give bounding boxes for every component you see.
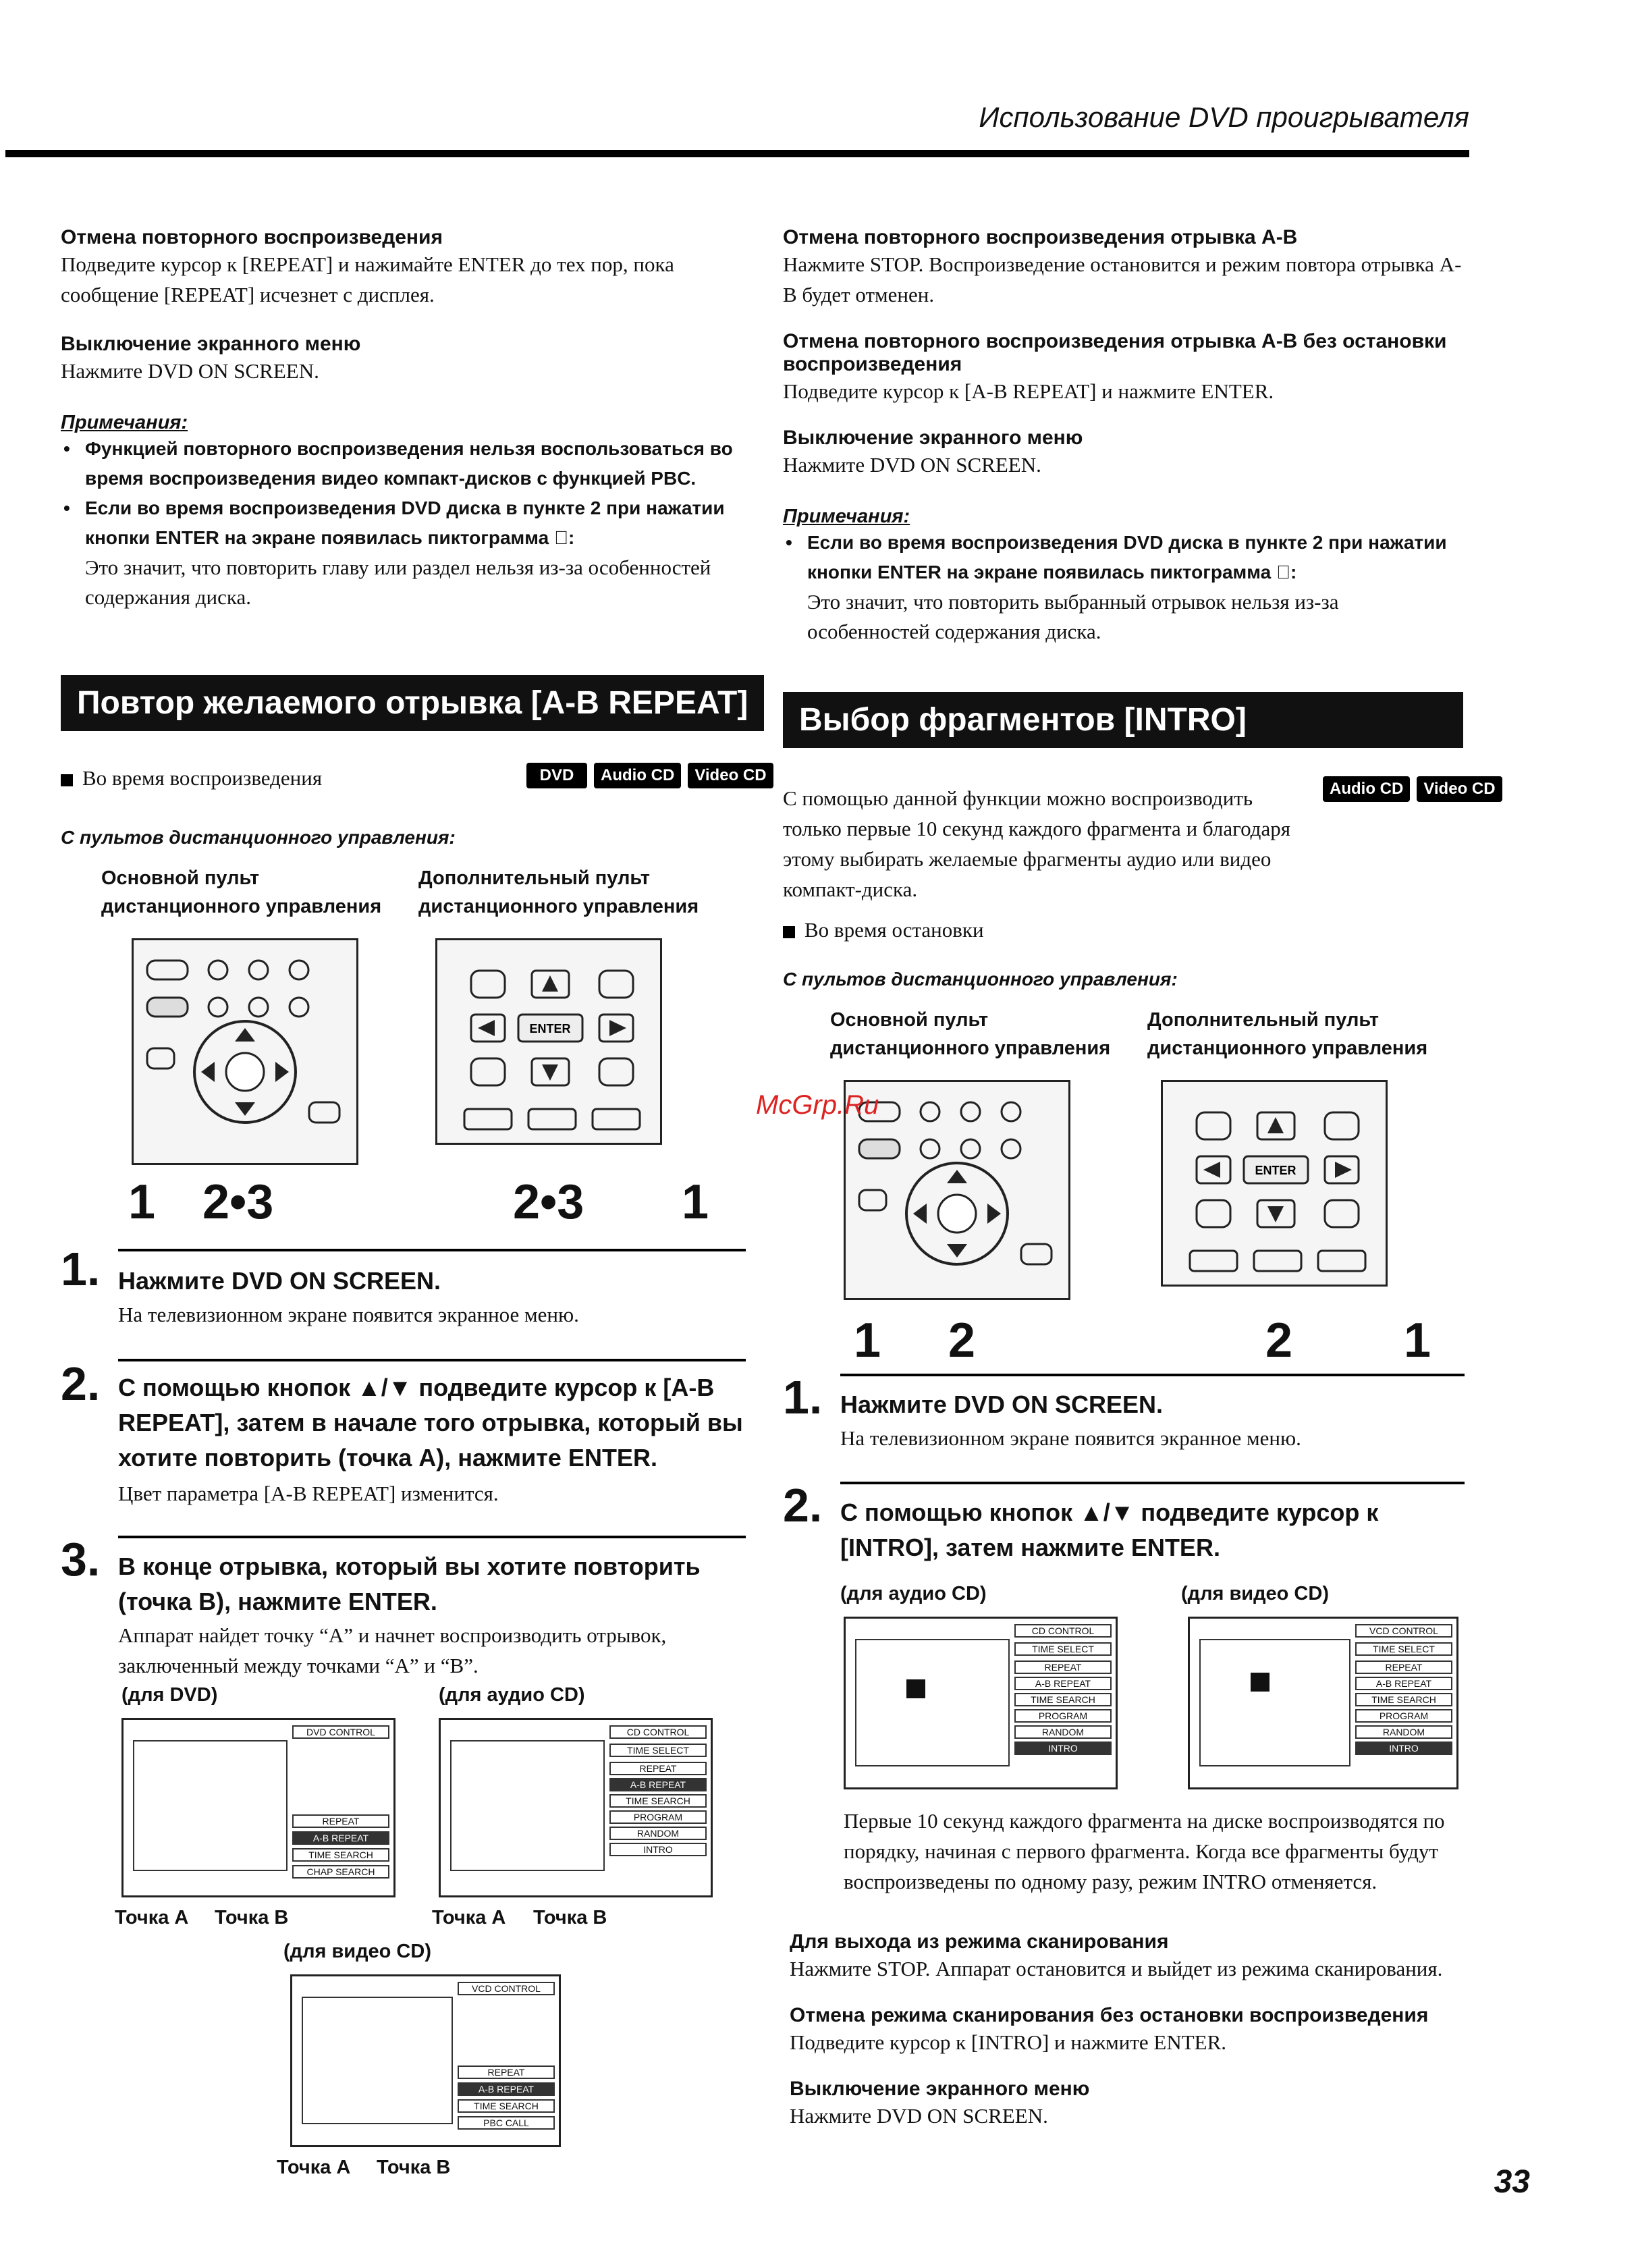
- watermark: McGrp.Ru: [756, 1090, 879, 1120]
- step-ref-digit: 2: [1265, 1314, 1293, 1368]
- menu-item: REPEAT: [1014, 1660, 1112, 1674]
- right-column: [783, 226, 1465, 647]
- menu-item: TIME SELECT: [609, 1744, 707, 1757]
- section-title: Выключение экранного меню: [790, 2078, 1090, 2100]
- point-a-label: Точка A: [277, 2157, 351, 2178]
- page-header-title: Использование DVD проигрывателя: [979, 101, 1469, 133]
- menu-item: TIME SEARCH: [292, 1848, 389, 1862]
- step-heading: Нажмите DVD ON SCREEN.: [118, 1267, 441, 1295]
- menu-item: INTRO: [609, 1843, 707, 1856]
- menu-item: A-B REPEAT: [1014, 1677, 1112, 1690]
- right-bottom-sections: [790, 1931, 1465, 2131]
- audio-cd-screen-label: (для аудио CD): [439, 1684, 585, 1706]
- step-ref-digit: 2•3: [513, 1175, 584, 1229]
- step-rule: [840, 1374, 1465, 1376]
- section-title: Выключение экранного меню: [783, 427, 1083, 449]
- menu-title: VCD CONTROL: [458, 1982, 555, 1995]
- menu-item: REPEAT: [292, 1814, 389, 1828]
- svg-text:ENTER: ENTER: [529, 1022, 571, 1035]
- step-ref-digit: 2: [948, 1314, 976, 1368]
- menu-item-selected: A-B REPEAT: [609, 1778, 707, 1791]
- extra-remote-image: [1161, 1080, 1388, 1287]
- section-title: Для выхода из режима сканирования: [790, 1931, 1169, 1953]
- audio-cd-screen: [439, 1718, 713, 1897]
- step-number: 1.: [783, 1371, 823, 1424]
- menu-item-selected: INTRO: [1014, 1742, 1112, 1755]
- svg-text:ENTER: ENTER: [1255, 1164, 1296, 1177]
- step-rule: [118, 1536, 746, 1538]
- section-body: Нажмите DVD ON SCREEN.: [783, 453, 1041, 477]
- remote-main-label: Основной пульт дистанционного управления: [101, 867, 382, 917]
- step-number: 3.: [61, 1533, 101, 1586]
- step-rule: [840, 1482, 1465, 1484]
- step-heading: В конце отрывка, который вы хотите повторить (точка B), нажмите ENTER.: [118, 1552, 701, 1615]
- note-item: • Если во время воспроизведения DVD диска в пункте 2 при нажатии кнопки ENTER на экране появилась пиктограмма ⃠: Это значит, что повторить главу или раздел нельзя из-за особенностей содержания диска.: [61, 493, 749, 612]
- section-body: Подведите курсор к [A-B REPEAT] и нажмите ENTER.: [783, 379, 1274, 403]
- video-cd-screen: [290, 1974, 561, 2147]
- section-title: Выключение экранного меню: [61, 333, 361, 355]
- remote-extra-label: Дополнительный пульт дистанционного управления: [418, 867, 699, 917]
- point-a-label: Точка A: [432, 1907, 506, 1928]
- step-ref-digit: 1: [128, 1175, 156, 1229]
- menu-title: DVD CONTROL: [292, 1725, 389, 1739]
- step-ref-digit: 1: [854, 1314, 881, 1368]
- step-body: На телевизионном экране появится экранное меню.: [118, 1303, 579, 1326]
- video-cd-screen-label: (для видео CD): [283, 1941, 431, 1962]
- point-a-label: Точка A: [115, 1907, 189, 1928]
- intro-after-text: Первые 10 секунд каждого фрагмента на диске воспроизводятся по порядку, начиная с первого фрагмента. Когда все фрагменты будут воспроизведены по одному разу, режим INTRO отменяется.: [844, 1809, 1445, 1893]
- header-rule: [5, 150, 1469, 157]
- audio-cd-badge: Audio CD: [1323, 776, 1410, 802]
- menu-item: TIME SEARCH: [1355, 1693, 1452, 1706]
- disc-badges: [1323, 776, 1502, 802]
- step-rule: [118, 1359, 746, 1361]
- menu-item-selected: A-B REPEAT: [458, 2082, 555, 2096]
- menu-item: PROGRAM: [1014, 1709, 1112, 1723]
- section-title: Отмена режима сканирования без остановки воспроизведения: [790, 2004, 1429, 2026]
- step-number: 2.: [61, 1357, 101, 1410]
- section-body: Подведите курсор к [INTRO] и нажмите ENTER.: [790, 2030, 1227, 2054]
- menu-item-selected: A-B REPEAT: [292, 1831, 389, 1845]
- note-item: • Функцией повторного воспроизведения нельзя воспользоваться во время воспроизведения видео компакт-дисков с функцией PBC.: [61, 434, 749, 493]
- section-banner-intro: Выбор фрагментов [INTRO]: [783, 692, 1463, 748]
- step-number: 2.: [783, 1479, 823, 1532]
- step-heading: С помощью кнопок ▲/▼ подведите курсор к [A-B REPEAT], затем в начале того отрывка, который вы хотите повторить (точка A), нажмите ENTER.: [118, 1374, 743, 1472]
- remotes-title: С пультов дистанционного управления:: [783, 969, 1178, 990]
- audio-cd-badge: Audio CD: [594, 763, 681, 788]
- menu-item: REPEAT: [458, 2066, 555, 2079]
- dvd-screen-label: (для DVD): [121, 1684, 218, 1706]
- point-b-label: Точка B: [533, 1907, 607, 1928]
- audio-cd-screen: [844, 1617, 1118, 1789]
- point-b-label: Точка B: [377, 2157, 451, 2178]
- menu-item: RANDOM: [1014, 1725, 1112, 1739]
- section-banner-ab-repeat: Повтор желаемого отрывка [A-B REPEAT]: [61, 675, 764, 731]
- step-number: 1.: [61, 1243, 101, 1295]
- menu-item: TIME SEARCH: [609, 1794, 707, 1808]
- video-cd-badge: Video CD: [1417, 776, 1502, 802]
- menu-item-selected: INTRO: [1355, 1742, 1452, 1755]
- left-column: [61, 226, 749, 612]
- menu-item: PROGRAM: [609, 1810, 707, 1824]
- step-heading: Нажмите DVD ON SCREEN.: [840, 1390, 1164, 1418]
- section-title: Отмена повторного воспроизведения отрывка A-B без остановки воспроизведения: [783, 330, 1447, 375]
- intro-text: С помощью данной функции можно воспроизводить только первые 10 секунд каждого фрагмента и благодаря этому выбирать желаемые фрагменты аудио или видео компакт-диска.: [783, 786, 1290, 901]
- step-heading: С помощью кнопок ▲/▼ подведите курсор к [INTRO], затем нажмите ENTER.: [840, 1498, 1379, 1561]
- remote-extra-label: Дополнительный пульт дистанционного управления: [1147, 1009, 1428, 1059]
- remotes-title: С пультов дистанционного управления:: [61, 827, 456, 848]
- disc-badges: [526, 763, 773, 788]
- notes-title: Примечания:: [61, 412, 188, 433]
- step-body: Аппарат найдет точку “A” и начнет воспроизводить отрывок, заключенный между точками “A” и “B”.: [118, 1623, 667, 1677]
- notes-title: Примечания:: [783, 506, 910, 527]
- menu-item: CHAP SEARCH: [292, 1865, 389, 1879]
- main-remote-image: [132, 938, 358, 1165]
- section-body: Нажмите STOP. Воспроизведение остановится и режим повтора отрывка A-B будет отменен.: [783, 252, 1462, 306]
- section-body: Нажмите STOP. Аппарат остановится и выйдет из режима сканирования.: [790, 1957, 1443, 1980]
- menu-item: PROGRAM: [1355, 1709, 1452, 1723]
- video-cd-screen-label: (для видео CD): [1181, 1583, 1329, 1604]
- section-title: Отмена повторного воспроизведения: [61, 226, 443, 248]
- menu-item: TIME SEARCH: [458, 2099, 555, 2113]
- menu-item: REPEAT: [609, 1762, 707, 1775]
- menu-item: TIME SELECT: [1014, 1642, 1112, 1656]
- page-number: 33: [1494, 2164, 1530, 2200]
- menu-item: TIME SEARCH: [1014, 1693, 1112, 1706]
- dvd-screen: [121, 1718, 395, 1897]
- menu-title: CD CONTROL: [1014, 1624, 1112, 1638]
- dvd-badge: DVD: [526, 763, 587, 788]
- during-playback: Во время воспроизведения: [61, 763, 322, 793]
- menu-title: CD CONTROL: [609, 1725, 707, 1739]
- audio-cd-screen-label: (для аудио CD): [840, 1583, 987, 1604]
- remote-main-label: Основной пульт дистанционного управления: [830, 1009, 1111, 1059]
- note-item: • Если во время воспроизведения DVD диска в пункте 2 при нажатии кнопки ENTER на экране появилась пиктограмма ⃠: Это значит, что повторить выбранный отрывок нельзя из-за особенностей содержания диска.: [783, 528, 1465, 647]
- point-b-label: Точка B: [215, 1907, 289, 1928]
- menu-item: REPEAT: [1355, 1660, 1452, 1674]
- step-ref-digit: 1: [682, 1175, 709, 1229]
- section-body: Подведите курсор к [REPEAT] и нажимайте ENTER до тех пор, пока сообщение [REPEAT] исчезнет с дисплея.: [61, 252, 674, 306]
- menu-item: RANDOM: [609, 1827, 707, 1840]
- during-stop: Во время остановки: [783, 915, 984, 945]
- step-ref-digit: 2•3: [202, 1175, 274, 1229]
- menu-title: VCD CONTROL: [1355, 1624, 1452, 1638]
- section-body: Нажмите DVD ON SCREEN.: [61, 359, 319, 383]
- section-body: Нажмите DVD ON SCREEN.: [790, 2104, 1048, 2128]
- section-title: Отмена повторного воспроизведения отрывка A-B: [783, 226, 1298, 248]
- video-cd-badge: Video CD: [688, 763, 773, 788]
- video-cd-screen: [1188, 1617, 1458, 1789]
- step-ref-digit: 1: [1404, 1314, 1431, 1368]
- menu-item: PBC CALL: [458, 2116, 555, 2130]
- extra-remote-image: [435, 938, 662, 1145]
- step-rule: [118, 1249, 746, 1251]
- menu-item: RANDOM: [1355, 1725, 1452, 1739]
- menu-item: A-B REPEAT: [1355, 1677, 1452, 1690]
- menu-item: TIME SELECT: [1355, 1642, 1452, 1656]
- step-body: На телевизионном экране появится экранное меню.: [840, 1426, 1301, 1450]
- step-body: Цвет параметра [A-B REPEAT] изменится.: [118, 1482, 499, 1505]
